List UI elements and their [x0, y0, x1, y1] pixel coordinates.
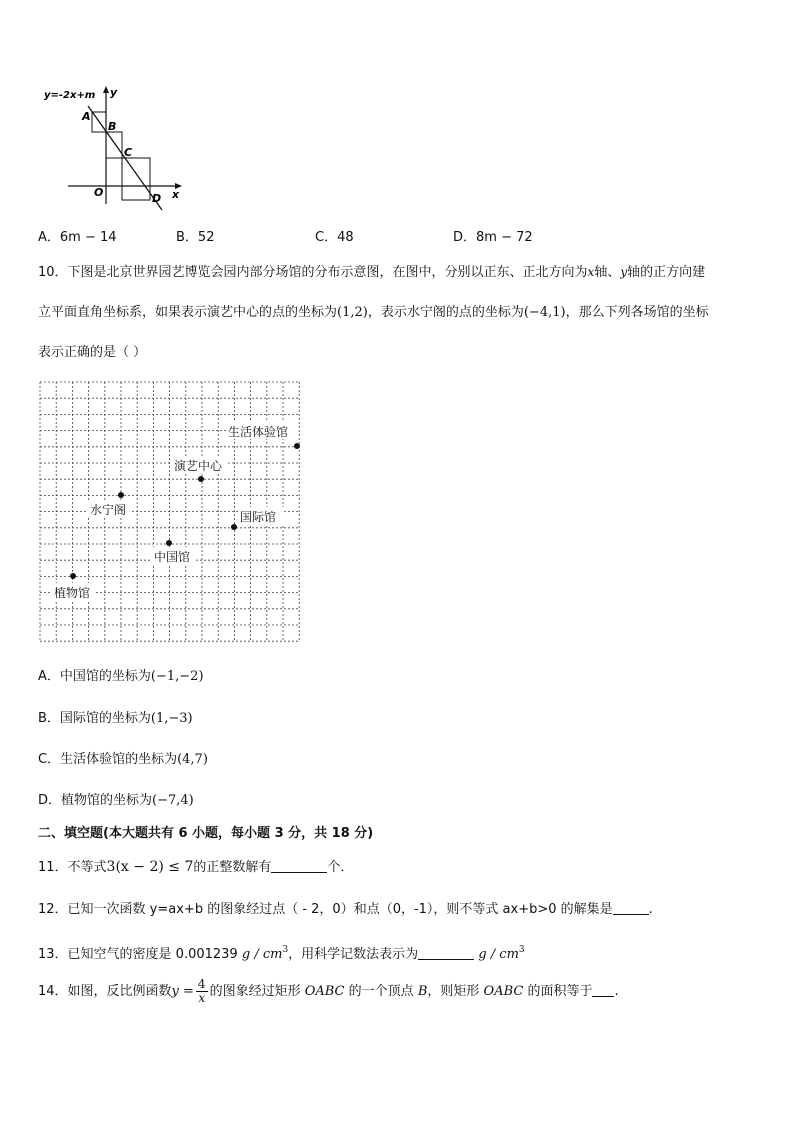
q13-unit2: g / cm [478, 947, 519, 962]
q14-mid2: 的一个顶点 [348, 984, 414, 999]
q12-end: . [648, 902, 653, 917]
q10-option-c [38, 751, 208, 769]
origin-label: O [94, 186, 104, 199]
q14-end: 的面积等于 [527, 984, 593, 999]
q14-mid3: ，则矩形 [427, 984, 480, 999]
q10-option-b [38, 710, 193, 728]
point-b-label: B [108, 120, 117, 133]
q10-line2-c: ，那么下列各场馆的坐标 [565, 305, 709, 320]
y-axis-arrow [103, 86, 109, 93]
q11-inequality: 3(x − 2) ≤ 7 [106, 859, 194, 875]
q14-point: B [417, 984, 428, 999]
point-zhiwu [70, 573, 76, 579]
rect-c [122, 158, 150, 200]
coord-shuining: (−4,1) [523, 305, 566, 320]
q9-option-d: D．8m − 72 [453, 230, 533, 245]
label-guoji: 国际馆 [240, 510, 277, 524]
q12-answer-blank[interactable] [613, 900, 649, 915]
q14-rect1: OABC [304, 984, 345, 999]
q14-numerator: 4 [197, 977, 206, 991]
q13-prefix: 13．已知空气的密度是 0.001239 [38, 947, 238, 962]
q13-unit: g / cm [241, 947, 283, 962]
q13-mid: ，用科学记数法表示为 [288, 947, 419, 962]
point-shenghuo [294, 443, 300, 449]
q14-period: . [614, 984, 619, 999]
q10-option-c-coord: (4,7) [177, 752, 208, 767]
expo-map [38, 380, 304, 646]
q10-axis-word: 轴、 [594, 265, 621, 280]
q14-denominator: x [198, 991, 206, 1005]
q11-suffix: 的正整数解有 [193, 860, 272, 875]
question-14 [38, 972, 619, 1012]
q14-rect2: OABC [483, 984, 524, 999]
q11-answer-blank[interactable] [271, 858, 327, 873]
label-yanyi: 演艺中心 [174, 459, 223, 473]
q14-fraction [196, 978, 208, 1005]
q10-line2-a: 立平面直角坐标系，如果表示演艺中心的点的坐标为 [38, 305, 338, 320]
q10-line1-end: 轴的正方向建 [627, 265, 706, 280]
q10-option-d-coord: (−7,4) [152, 793, 194, 808]
q10-line-2 [38, 304, 709, 322]
point-zhongguo [166, 540, 172, 546]
q11-prefix: 11．不等式 [38, 860, 107, 875]
q10-line-1 [38, 263, 705, 282]
q10-line1-text: 10．下图是北京世界园艺博览会园内部分场馆的分布示意图，在图中，分别以正东、正北方向为 [38, 265, 588, 280]
q10-option-a [38, 668, 204, 686]
point-yanyi [198, 476, 204, 482]
q14-mid: 的图象经过矩形 [209, 984, 301, 999]
q11-end: 个． [327, 860, 354, 875]
q14-answer-blank[interactable] [592, 982, 614, 997]
question-11 [38, 858, 353, 877]
point-c-label: C [124, 146, 133, 159]
point-a-label: A [82, 110, 91, 123]
point-d-label: D [152, 192, 162, 205]
coord-yanyi: (1,2) [337, 305, 368, 320]
point-guoji [231, 524, 237, 530]
label-shenghuo: 生活体验馆 [228, 425, 289, 439]
q9-option-a: A．6m − 14 [38, 230, 117, 245]
q9-option-c: C．48 [315, 230, 354, 245]
q13-unit2-exp: 3 [518, 945, 525, 955]
q10-y-var: y [620, 265, 628, 279]
q13-unit-exp: 3 [282, 945, 289, 955]
label-zhongguo: 中国馆 [154, 550, 191, 564]
section-heading: 二、填空题(本大题共有 6 小题，每小题 3 分，共 18 分) [38, 826, 374, 841]
label-zhiwu: 植物馆 [54, 586, 91, 600]
eq-label: y=-2x+m [44, 90, 96, 101]
label-shuining: 水宁阁 [90, 503, 127, 517]
q13-answer-blank[interactable] [418, 945, 474, 960]
q14-prefix: 14．如图，反比例函数 [38, 984, 172, 999]
q10-option-a-coord: (−1,−2) [150, 669, 204, 684]
q10-line-3: 表示正确的是（ ） [38, 345, 147, 360]
q9-option-b: B．52 [176, 230, 215, 245]
q10-option-d-text: D．植物馆的坐标为 [38, 793, 153, 808]
rect-b [106, 132, 122, 158]
y-axis-label: y [110, 86, 118, 99]
q12-text: 12．已知一次函数 y=ax+b 的图象经过点（ - 2，0）和点（0，-1），则不等式 ax+b>0 的解集是 [38, 902, 613, 917]
q10-x-var: x [587, 265, 595, 279]
q9-figure [40, 84, 190, 214]
q14-y-eq: y = [171, 984, 194, 999]
x-axis-label: x [172, 188, 180, 201]
q10-option-a-text: A．中国馆的坐标为 [38, 669, 151, 684]
q10-option-b-text: B．国际馆的坐标为 [38, 711, 151, 726]
q10-option-c-text: C．生活体验馆的坐标为 [38, 752, 178, 767]
q10-line2-b: ，表示水宁阁的点的坐标为 [367, 305, 524, 320]
point-shuining [118, 492, 124, 498]
map-labels [52, 422, 298, 600]
question-13 [38, 941, 525, 964]
q10-option-d [38, 792, 194, 810]
q10-option-b-coord: (1,−3) [150, 711, 193, 726]
question-12 [38, 900, 653, 919]
